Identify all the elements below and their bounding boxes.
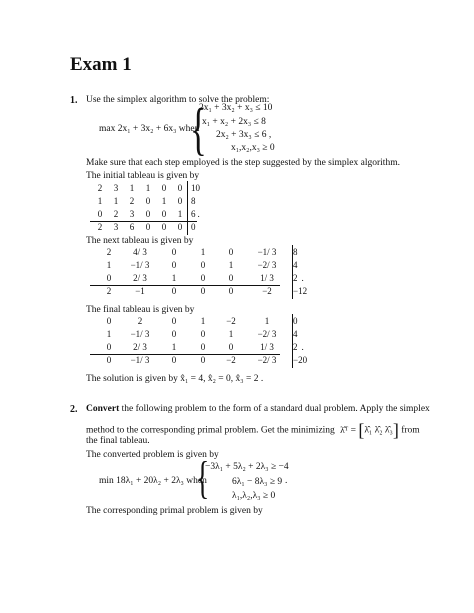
cell: 0 bbox=[228, 341, 234, 352]
cell: 0 bbox=[177, 221, 183, 232]
problem-1-number: 1. bbox=[70, 95, 78, 106]
cell: 1 bbox=[129, 182, 135, 193]
cell: 1 bbox=[228, 259, 234, 270]
tableau-3 bbox=[96, 314, 321, 366]
constraint-4: x₁,x₂,x₃ ≥ 0 bbox=[231, 143, 275, 153]
problem-2-trail: . bbox=[285, 476, 288, 486]
cell: 1 bbox=[171, 341, 177, 352]
cell: 2/ 3 bbox=[133, 341, 147, 352]
cell: 0 bbox=[200, 285, 206, 296]
tableau-2 bbox=[96, 245, 321, 297]
problem-2-objective: min 18λ₁ + 20λ₂ + 2λ₃ when bbox=[99, 476, 207, 486]
constraint-brace-2: { bbox=[196, 452, 210, 503]
tableau-3-rhs-divider bbox=[292, 314, 293, 368]
cell: 0 bbox=[200, 328, 206, 339]
cell: −2/ 3 bbox=[257, 259, 277, 270]
cell: 0 bbox=[177, 182, 183, 193]
problem-1-objective: max 2x₁ + 3x₂ + 6x₃ when bbox=[99, 124, 200, 134]
problem-1-note: Make sure that each step employed is the step suggested by the simplex algorithm. bbox=[86, 158, 400, 168]
cell: 0 bbox=[106, 272, 112, 283]
cell: 4 bbox=[293, 328, 298, 339]
cell: 2 bbox=[97, 221, 103, 232]
cell: 1 bbox=[113, 195, 119, 206]
cell: 0 bbox=[293, 315, 298, 326]
dual-constraint-3: λ₁,λ₂,λ₃ ≥ 0 bbox=[232, 491, 276, 501]
tableau-3-label: The final tableau is given by bbox=[86, 305, 195, 315]
cell: 1 bbox=[106, 328, 112, 339]
cell: −1/ 3 bbox=[130, 354, 150, 365]
table-row bbox=[96, 314, 321, 327]
converted-label: The converted problem is given by bbox=[86, 450, 219, 460]
cell: 2 bbox=[129, 195, 135, 206]
cell: 0 bbox=[200, 354, 206, 365]
tableau-3-objective-divider bbox=[90, 354, 280, 355]
cell: 2 bbox=[97, 182, 103, 193]
tableau-1 bbox=[92, 181, 211, 233]
cell: 8 bbox=[191, 195, 196, 206]
cell: 2 bbox=[113, 208, 119, 219]
table-row bbox=[96, 245, 321, 258]
cell: 4/ 3 bbox=[133, 246, 147, 257]
cell: 10 bbox=[191, 182, 200, 193]
tableau-2-rhs-divider bbox=[292, 245, 293, 299]
primal-label: The corresponding primal problem is given by bbox=[86, 506, 263, 516]
cell: 0 bbox=[145, 195, 151, 206]
cell: 0 bbox=[161, 221, 167, 232]
cell: 2 . bbox=[293, 272, 304, 283]
cell: 1 bbox=[177, 208, 183, 219]
cell: 6 bbox=[129, 221, 135, 232]
tableau-2-objective-divider bbox=[90, 285, 280, 286]
cell: 0 bbox=[171, 354, 177, 365]
cell: 1 bbox=[171, 272, 177, 283]
cell: 1 bbox=[161, 195, 167, 206]
cell: 2 bbox=[137, 315, 143, 326]
cell: 1 bbox=[97, 195, 103, 206]
tableau-1-objective-divider bbox=[90, 221, 197, 222]
cell: −1 bbox=[135, 285, 145, 296]
cell: 1/ 3 bbox=[260, 272, 274, 283]
cell: 1 bbox=[228, 328, 234, 339]
cell: 3 bbox=[113, 182, 119, 193]
cell: −2 bbox=[262, 285, 272, 296]
cell: −2/ 3 bbox=[257, 354, 277, 365]
page-title: Exam 1 bbox=[70, 54, 132, 75]
cell: 3 bbox=[129, 208, 135, 219]
cell: 4 bbox=[293, 259, 298, 270]
cell: 1 bbox=[145, 182, 151, 193]
constraint-2: x₁ + x₂ + 2x₃ ≤ 8 bbox=[202, 117, 266, 127]
cell: 0 bbox=[106, 315, 112, 326]
cell: 1 bbox=[106, 259, 112, 270]
table-row bbox=[92, 181, 211, 194]
problem-2-line-2: method to the corresponding primal problem. Get the minimizing λ̂ᵀ = [λ̂₁ λ̂₂ λ̂₃] from bbox=[86, 420, 420, 440]
cell: 0 bbox=[161, 182, 167, 193]
cell: 2 bbox=[106, 246, 112, 257]
table-row bbox=[96, 340, 321, 353]
cell: −1/ 3 bbox=[130, 259, 150, 270]
cell: 2 . bbox=[293, 341, 304, 352]
cell: 0 bbox=[106, 354, 112, 365]
dual-constraint-2: 6λ₁ − 8λ₃ ≥ 9 bbox=[232, 477, 283, 487]
cell: 0 bbox=[200, 272, 206, 283]
constraint-brace: { bbox=[190, 96, 207, 161]
cell: −1/ 3 bbox=[257, 246, 277, 257]
cell: 0 bbox=[200, 259, 206, 270]
table-row bbox=[96, 258, 321, 271]
constraint-1: 2x₁ + 3x₂ + x₃ ≤ 10 bbox=[199, 103, 273, 113]
tableau-2-label: The next tableau is given by bbox=[86, 236, 194, 246]
cell: 3 bbox=[113, 221, 119, 232]
cell: 0 bbox=[228, 285, 234, 296]
problem-2-line-1: Convert the following problem to the form of a standard dual problem. Apply the simplex bbox=[86, 404, 430, 414]
cell: 8 bbox=[293, 246, 298, 257]
tableau-1-rhs-divider bbox=[187, 181, 188, 235]
table-row bbox=[96, 271, 321, 284]
cell: 1 bbox=[200, 246, 206, 257]
table-row bbox=[96, 327, 321, 340]
cell: 1/ 3 bbox=[260, 341, 274, 352]
cell: 0 bbox=[97, 208, 103, 219]
cell: −2 bbox=[226, 354, 236, 365]
cell: −1/ 3 bbox=[130, 328, 150, 339]
cell: 2/ 3 bbox=[133, 272, 147, 283]
cell: 0 bbox=[191, 221, 196, 232]
cell: 0 bbox=[145, 208, 151, 219]
problem-2-line-3: the final tableau. bbox=[86, 436, 150, 446]
cell: 0 bbox=[200, 341, 206, 352]
problem-1-solution: The solution is given by x̂₁ = 4, x̂₂ = 0, x̂₃ = 2 . bbox=[86, 374, 264, 384]
problem-1-intro: Use the simplex algorithm to solve the problem: bbox=[86, 95, 270, 105]
cell: 0 bbox=[228, 272, 234, 283]
constraint-3: 2x₂ + 3x₃ ≤ 6 , bbox=[216, 130, 272, 140]
cell: −12 bbox=[293, 285, 308, 296]
cell: 0 bbox=[161, 208, 167, 219]
cell: −2/ 3 bbox=[257, 328, 277, 339]
cell: 0 bbox=[171, 315, 177, 326]
cell: 0 bbox=[228, 246, 234, 257]
cell: 0 bbox=[171, 285, 177, 296]
cell: 0 bbox=[171, 246, 177, 257]
tableau-1-label: The initial tableau is given by bbox=[86, 171, 200, 181]
cell: 6 . bbox=[191, 208, 200, 219]
cell: 2 bbox=[106, 285, 112, 296]
cell: −20 bbox=[293, 354, 308, 365]
cell: 0 bbox=[145, 221, 151, 232]
problem-2-number: 2. bbox=[70, 404, 78, 415]
table-row bbox=[92, 194, 211, 207]
cell: 0 bbox=[177, 195, 183, 206]
table-row bbox=[92, 207, 211, 220]
cell: 0 bbox=[171, 259, 177, 270]
cell: 1 bbox=[200, 315, 206, 326]
cell: 0 bbox=[106, 341, 112, 352]
cell: 0 bbox=[171, 328, 177, 339]
dual-constraint-1: −3λ₁ + 5λ₂ + 2λ₃ ≥ −4 bbox=[205, 462, 289, 472]
cell: −2 bbox=[226, 315, 236, 326]
cell: 1 bbox=[264, 315, 270, 326]
